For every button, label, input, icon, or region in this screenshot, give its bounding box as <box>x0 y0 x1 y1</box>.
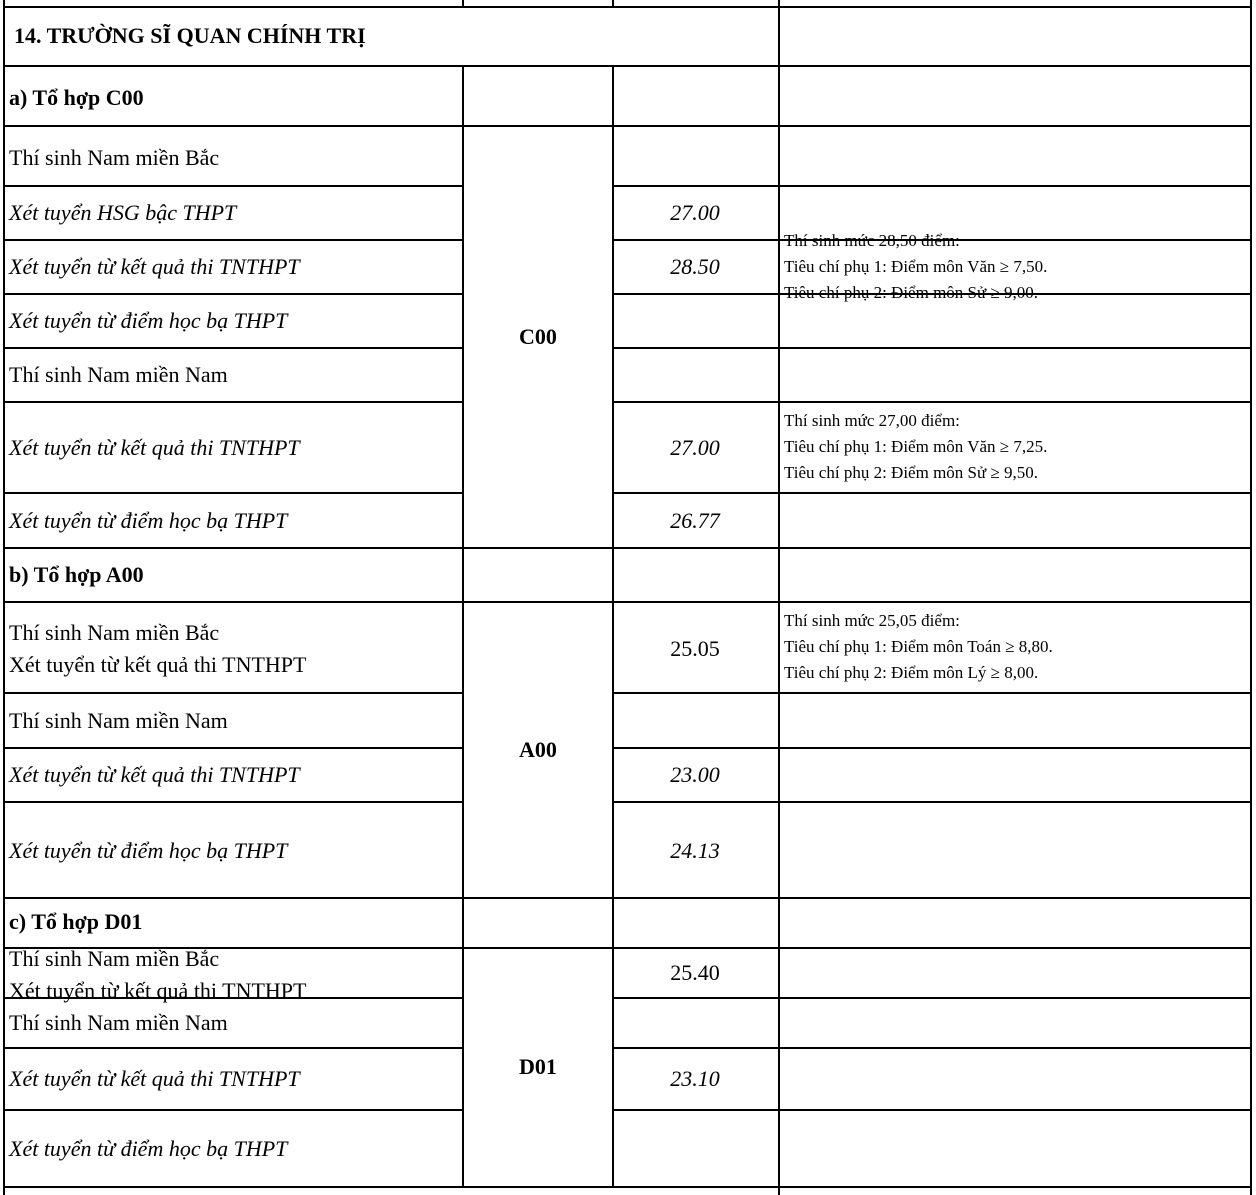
grid-line <box>3 801 464 803</box>
grid-line <box>612 747 1252 749</box>
row-label: Thí sinh Nam miền Nam <box>9 1010 228 1035</box>
note-line: Tiêu chí phụ 2: Điểm môn Lý ≥ 8,00. <box>784 663 1039 682</box>
grid-line <box>3 347 464 349</box>
grid-line <box>3 492 464 494</box>
grid-line <box>3 547 1252 549</box>
score-value: 25.05 <box>670 636 720 661</box>
grid-line <box>778 0 780 1195</box>
grid-line <box>3 747 464 749</box>
grid-line <box>612 347 1252 349</box>
group-heading: b) Tổ hợp A00 <box>9 562 144 587</box>
row-label: Xét tuyển từ kết quả thi TNTHPT <box>9 652 307 677</box>
note-line: Tiêu chí phụ 2: Điểm môn Sử ≥ 9,00. <box>784 283 1039 302</box>
grid-line <box>3 1109 464 1111</box>
note-line: Tiêu chí phụ 1: Điểm môn Toán ≥ 8,80. <box>784 637 1053 656</box>
group-heading: a) Tổ hợp C00 <box>9 85 144 110</box>
section-title: 14. TRƯỜNG SĨ QUAN CHÍNH TRỊ <box>14 23 366 48</box>
group-code: A00 <box>519 737 557 762</box>
note-line: Tiêu chí phụ 1: Điểm môn Văn ≥ 7,25. <box>784 437 1048 456</box>
row-label: Thí sinh Nam miền Bắc <box>9 145 220 170</box>
note-line: Tiêu chí phụ 1: Điểm môn Văn ≥ 7,50. <box>784 257 1048 276</box>
grid-line <box>3 293 464 295</box>
row-label: Xét tuyển từ kết quả thi TNTHPT <box>9 762 300 787</box>
row-label: Xét tuyển từ điểm học bạ THPT <box>9 838 288 863</box>
score-value: 24.13 <box>670 838 720 863</box>
score-value: 23.00 <box>670 762 720 787</box>
grid-line <box>612 1109 1252 1111</box>
score-value: 27.00 <box>670 435 720 460</box>
grid-line <box>612 66 614 1187</box>
group-code: C00 <box>519 324 557 349</box>
score-value: 28.50 <box>670 254 720 279</box>
grid-line <box>3 185 464 187</box>
row-label: Thí sinh Nam miền Bắc <box>9 620 220 645</box>
grid-line <box>3 897 1252 899</box>
row-label: Xét tuyển từ kết quả thi TNTHPT <box>9 978 307 1003</box>
score-value: 26.77 <box>670 508 720 533</box>
note-line: Thí sinh mức 28,50 điểm: <box>784 231 960 250</box>
row-label-clip <box>5 946 461 1003</box>
row-label: Xét tuyển từ kết quả thi TNTHPT <box>9 1066 300 1091</box>
note-line: Thí sinh mức 27,00 điểm: <box>784 411 960 430</box>
grid-line <box>3 692 464 694</box>
score-value: 27.00 <box>670 200 720 225</box>
grid-line <box>612 692 1252 694</box>
grid-line <box>3 601 1252 603</box>
grid-line <box>612 492 1252 494</box>
grid-line <box>3 1047 464 1049</box>
row-label: Thí sinh Nam miền Nam <box>9 708 228 733</box>
grid-line <box>3 401 464 403</box>
grid-line <box>3 125 1252 127</box>
grid-line <box>1250 0 1252 1195</box>
grid-line <box>462 66 464 1187</box>
row-label: Xét tuyển từ điểm học bạ THPT <box>9 508 288 533</box>
note-line: Thí sinh mức 25,05 điểm: <box>784 611 960 630</box>
grid-line <box>3 239 464 241</box>
grid-line <box>3 1186 1252 1188</box>
tiebreak-note <box>780 231 1250 302</box>
grid-line <box>3 0 5 1195</box>
grid-line <box>3 6 1252 8</box>
row-label: Xét tuyển HSG bậc THPT <box>9 200 237 225</box>
score-value: 25.40 <box>670 960 720 985</box>
grid-line <box>612 401 1252 403</box>
score-value: 23.10 <box>670 1066 720 1091</box>
row-label: Xét tuyển từ kết quả thi TNTHPT <box>9 435 300 460</box>
note-line: Tiêu chí phụ 2: Điểm môn Sử ≥ 9,50. <box>784 463 1039 482</box>
grid-line <box>3 65 1252 67</box>
row-label: Thí sinh Nam miền Nam <box>9 362 228 387</box>
group-code: D01 <box>519 1054 557 1079</box>
row-label: Xét tuyển từ điểm học bạ THPT <box>9 1136 288 1161</box>
row-label: Xét tuyển từ kết quả thi TNTHPT <box>9 254 300 279</box>
grid-line <box>612 185 1252 187</box>
row-label: Xét tuyển từ điểm học bạ THPT <box>9 308 288 333</box>
grid-line <box>612 997 1252 999</box>
grid-line <box>612 801 1252 803</box>
row-label: Thí sinh Nam miền Bắc <box>9 946 220 971</box>
grid-line <box>612 1047 1252 1049</box>
group-heading: c) Tổ hợp D01 <box>9 909 143 934</box>
